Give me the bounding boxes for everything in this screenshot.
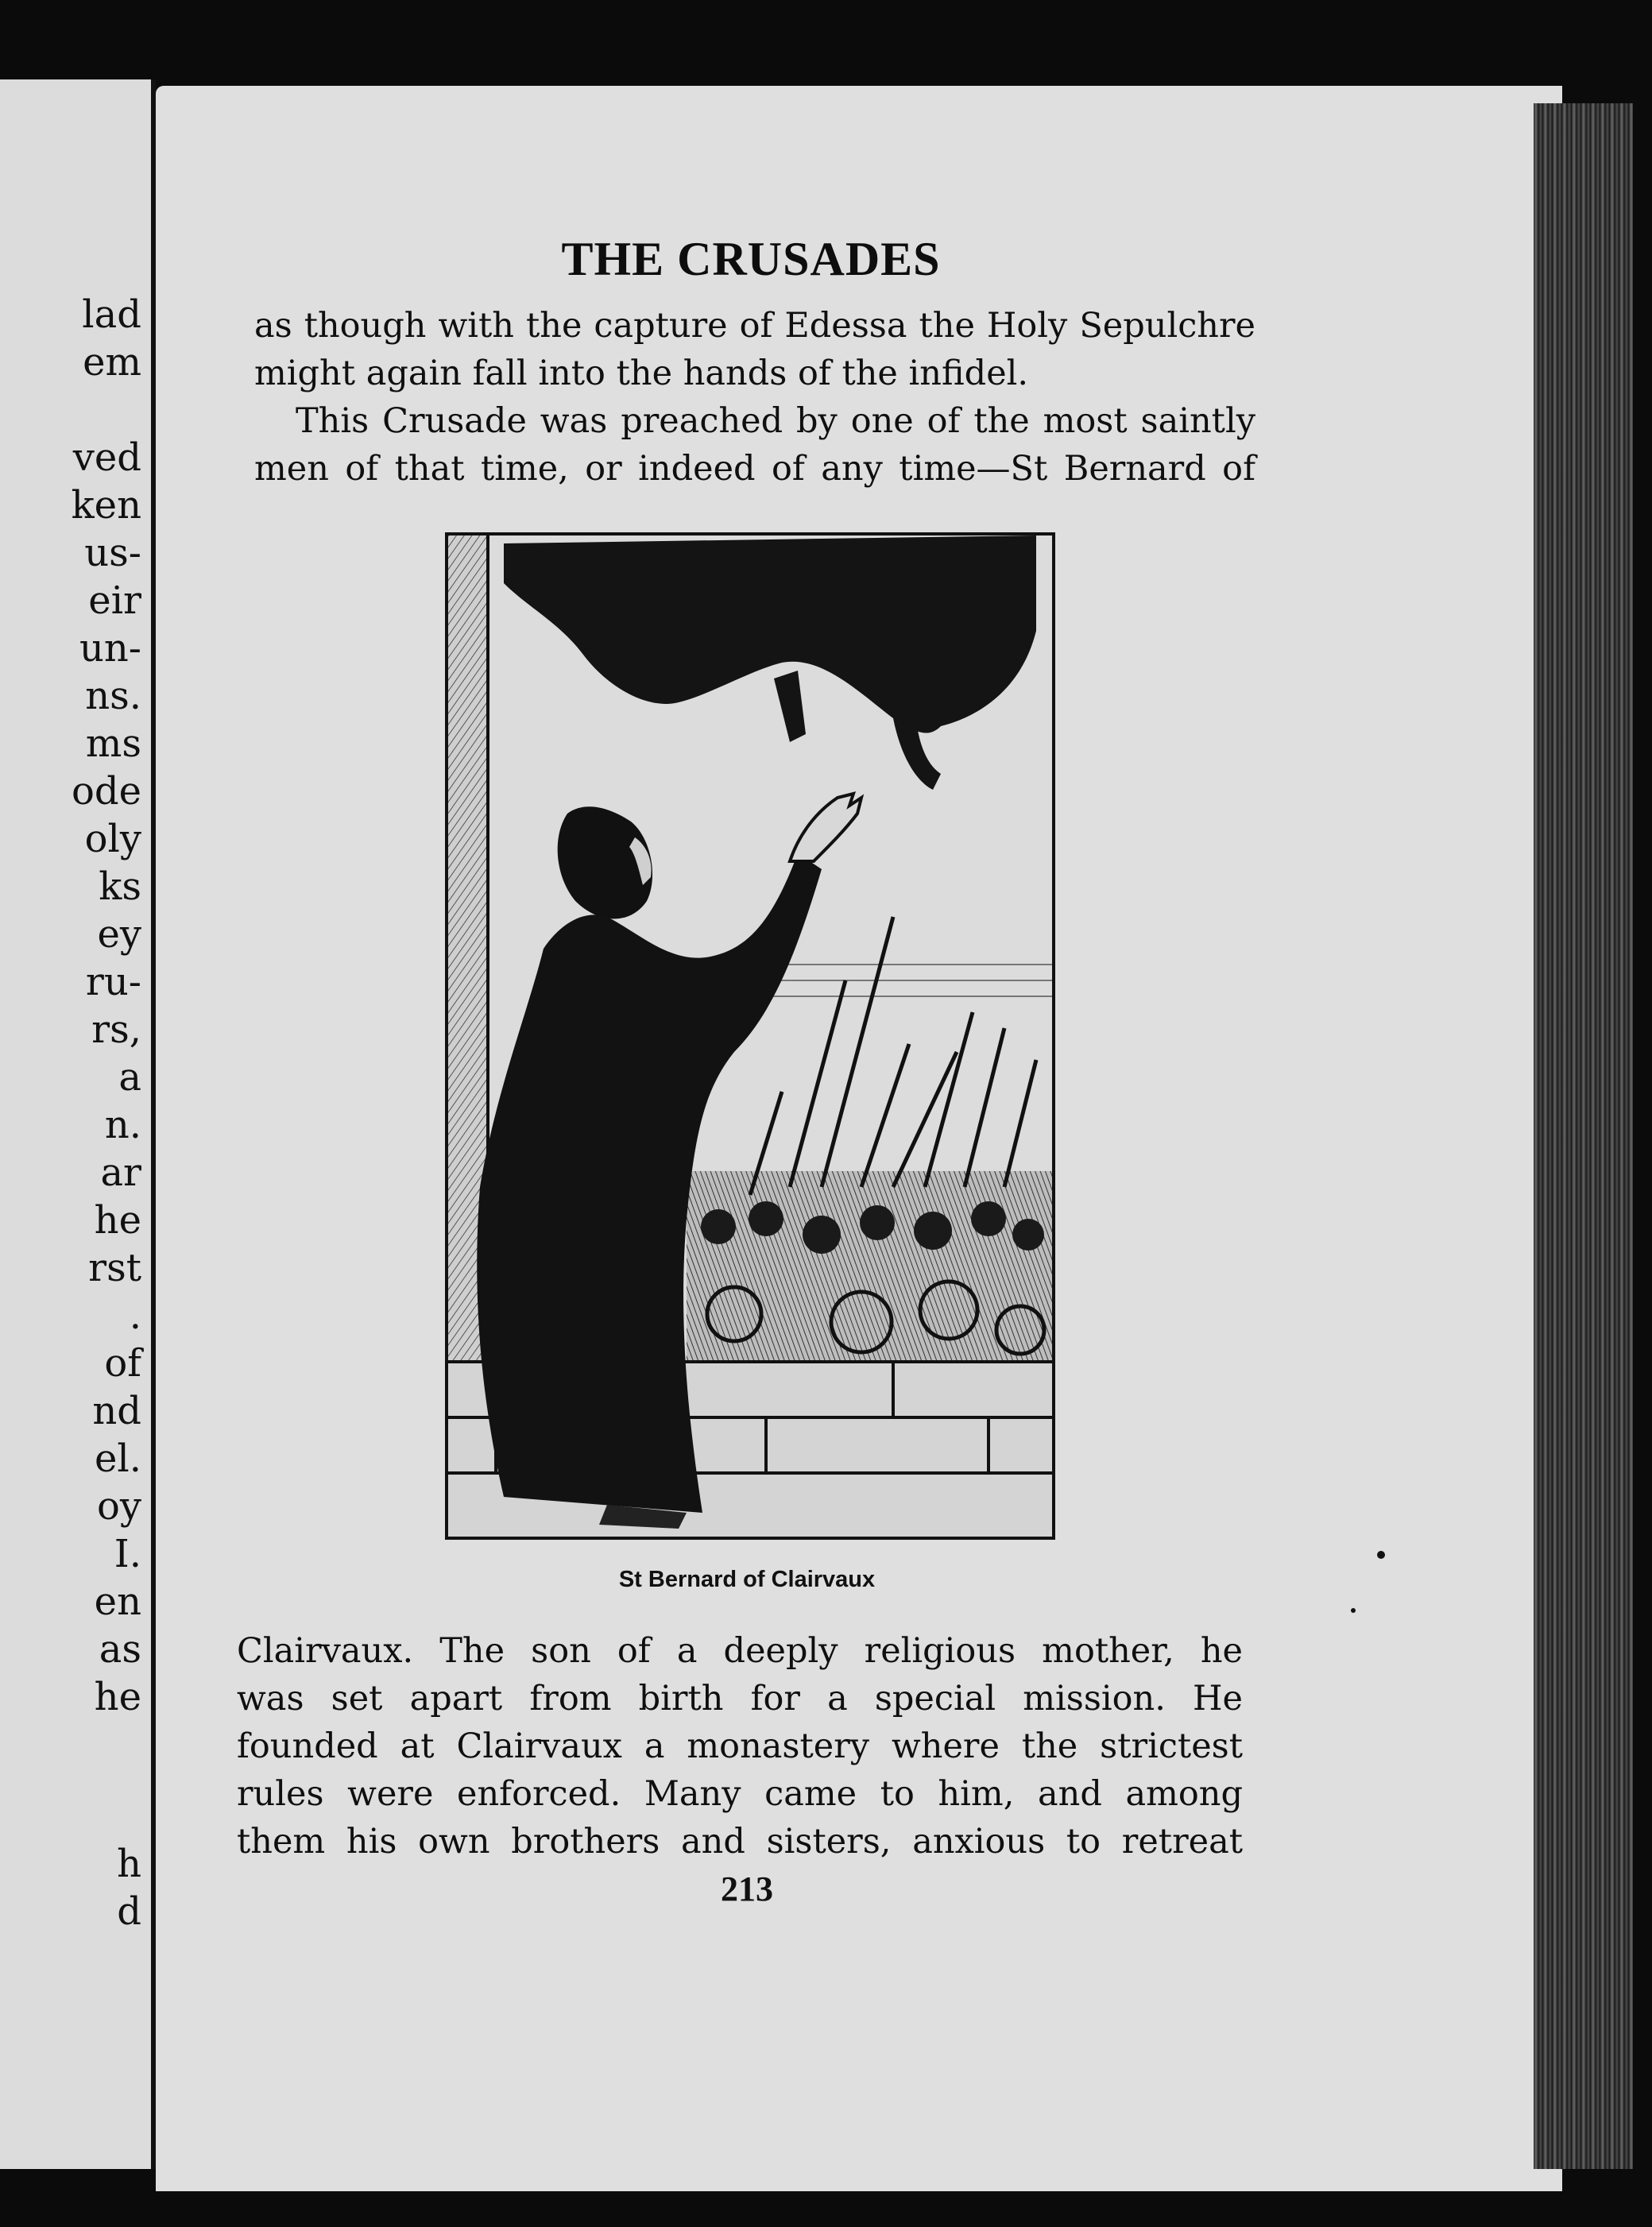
left-page-fragment: d xyxy=(117,1889,141,1934)
text-line: rules were enforced. Many came to him, and among xyxy=(237,1774,1243,1814)
previous-page xyxy=(0,79,156,2169)
left-page-fragment: un- xyxy=(79,626,141,671)
page-number: 213 xyxy=(721,1869,773,1908)
text-line: was set apart from birth for a special mission. He xyxy=(237,1679,1243,1719)
left-page-fragment: ks xyxy=(99,864,141,909)
left-page-fragment: nd xyxy=(92,1389,141,1433)
left-page-fragment: lad xyxy=(82,292,141,337)
left-page-fragment: a xyxy=(118,1055,141,1100)
text-line: This Crusade was preached by one of the most saintly xyxy=(296,401,1255,441)
left-page-fragment: rst xyxy=(88,1246,141,1290)
left-page-fragment: as xyxy=(99,1627,141,1672)
left-page-fragment: I. xyxy=(114,1532,141,1576)
text-line: as though with the capture of Edessa the Holy Sepulchre xyxy=(254,306,1255,346)
left-page-fragment: ru- xyxy=(85,960,141,1004)
left-page-fragment: oly xyxy=(84,817,141,861)
text-line: men of that time, or indeed of any time—St Bernard of xyxy=(254,449,1255,489)
page-edge xyxy=(1534,103,1633,2169)
left-page-fragment: en xyxy=(94,1579,141,1624)
left-page-fragment: n. xyxy=(104,1103,141,1147)
left-page-fragment: h xyxy=(117,1842,141,1886)
left-page-fragment: he xyxy=(94,1198,141,1243)
left-page-fragment: eir xyxy=(88,578,141,623)
ink-speck xyxy=(1351,1608,1356,1613)
left-page-fragment: ved xyxy=(72,435,141,480)
left-page-fragment: em xyxy=(83,340,141,385)
left-page-fragment: ey xyxy=(97,912,141,957)
left-page-fragment: ns. xyxy=(85,674,141,718)
left-page-fragment: rs, xyxy=(91,1007,141,1052)
left-page-fragment: ode xyxy=(71,769,141,814)
left-page-fragment: us- xyxy=(84,531,141,575)
left-page-fragment: ar xyxy=(100,1150,141,1195)
left-page-fragment: el. xyxy=(94,1436,141,1481)
running-head: THE CRUSADES xyxy=(561,233,941,285)
left-page-fragment: of xyxy=(104,1341,141,1386)
left-page-fragment: ken xyxy=(71,483,141,528)
top-paragraph xyxy=(254,302,1255,493)
left-page-fragment: he xyxy=(94,1675,141,1719)
left-page-fragment: oy xyxy=(96,1484,141,1529)
illustration-caption: St Bernard of Clairvaux xyxy=(618,1567,876,1592)
text-line: founded at Clairvaux a monastery where the strictest xyxy=(237,1726,1243,1766)
bottom-paragraph xyxy=(237,1627,1243,1865)
left-page-fragment: ms xyxy=(85,721,141,766)
left-page-fragment: . xyxy=(129,1293,141,1338)
text-line: Clairvaux. The son of a deeply religious mother, he xyxy=(237,1631,1243,1671)
illustration-st-bernard xyxy=(445,532,1055,1540)
ink-speck xyxy=(1377,1551,1385,1559)
engraving-image xyxy=(448,535,1052,1537)
text-line: might again fall into the hands of the infidel. xyxy=(254,354,1029,393)
text-line: them his own brothers and sisters, anxious to retreat xyxy=(237,1822,1243,1862)
